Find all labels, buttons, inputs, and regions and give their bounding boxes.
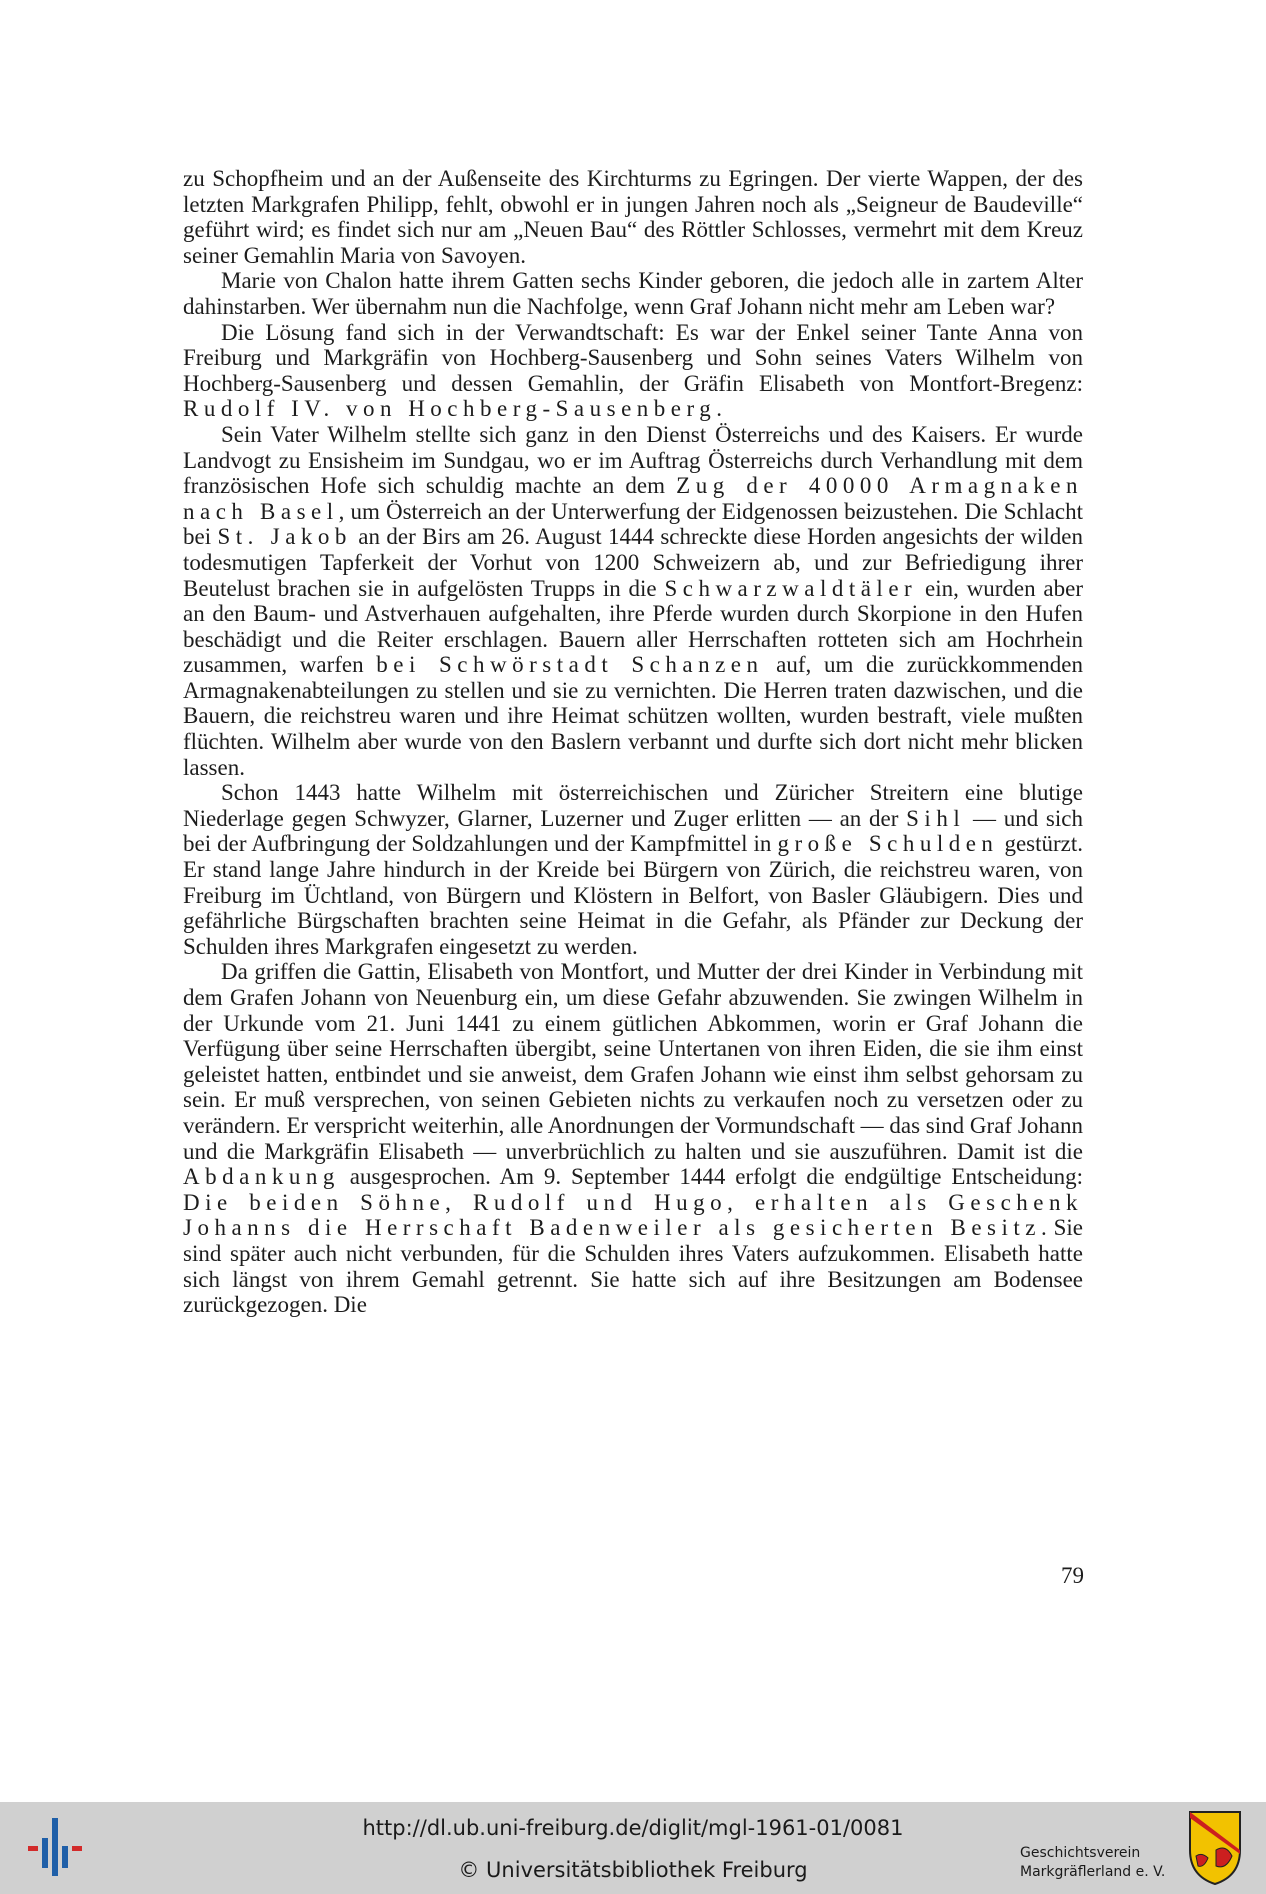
text-run: ein, wurden aber an den Baum- und Astverhauen aufgehalten, ihre Pferde wurden durch Skorpione in den Hufen beschädigt und die Reiter erschlagen. Bauern aller Herrschaften rotteten sich am Hochrhein zusammen, warfen <box>183 575 1084 678</box>
text-run: gestürzt. Er stand lange Jahre hindurch in der Kreide bei Bürgern von Zürich, die reichstreu waren, von Freiburg im Üchtland, von Bürgern und Klöstern in Belfort, von Basler Gläubigern. Dies und gefährliche Bürgschaften brachten seine Heimat in die Gefahr, als Pfänder zur Deckung der Schulden ihres Markgrafen eingesetzt zu werden. <box>183 831 1084 959</box>
text-run: , um Österreich an der Unterwerfung der Eidgenossen beizustehen. Die Schlacht bei <box>183 498 1083 550</box>
copyright-text: © Universitätsbibliothek Freiburg <box>458 1858 808 1882</box>
society-name-line1: Geschichtsverein <box>1020 1845 1141 1861</box>
text-run: . Sie sind später auch nicht verbunden, für die Schulden ihres Vaters aufzukommen. Elisabeth hatte sich längst von ihrem Gemahl getrennt. Sie hatte sich auf ihre Besitzungen am Bodensee zurückgezogen. Die <box>183 1215 1084 1318</box>
text-run: Sein Vater Wilhelm stellte sich ganz in den Dienst Österreichs und des Kaisers. Er wurde Landvogt zu Ensisheim im Sundgau, wo er im Auftrag Österreichs durch Verhandlung mit dem französischen Hofe sich schuldig machte an dem <box>183 421 1083 499</box>
spaced-emphasis: große Schulden <box>777 831 999 857</box>
paragraph <box>183 422 1083 780</box>
text-run: Da griffen die Gattin, Elisabeth von Montfort, und Mutter der drei Kinder in Verbindung mit dem Grafen Johann von Neuenburg ein, um diese Gefahr abzuwenden. Sie zwingen Wilhelm in der Urkunde vom 21. Juni 1441 zu einem gütlichen Abkommen, worin er Graf Johann die Verfügung über seine Herrschaften übergibt, seine Untertanen von ihren Eiden, die sie ihm einst geleistet hatten, entbindet und sie anweist, dem Grafen Johann wie einst ihm selbst gehorsam zu sein. Er muß versprechen, von seinen Gebieten nichts zu verkaufen noch zu versetzen oder zu verändern. Er verspricht weiterhin, alle Anordnungen der Vormundschaft — das sind Graf Johann und die Markgräfin Elisabeth — unverbrüchlich zu halten und sie auszuführen. Damit ist die <box>183 959 1083 1164</box>
text-run: . <box>716 396 722 422</box>
paragraph <box>183 780 1083 959</box>
text-run: — und sich bei der Aufbringung der Soldzahlungen und der Kampfmittel in <box>183 805 1083 857</box>
paragraph <box>183 268 1083 319</box>
society-name-line2: Markgräflerland e. V. <box>1020 1864 1166 1880</box>
society-crest-icon <box>1188 1810 1242 1886</box>
spaced-emphasis: bei Schwörstadt Schanzen <box>376 652 764 678</box>
paragraph <box>183 166 1083 268</box>
spaced-emphasis: Zug der 40000 Armagnaken nach Basel <box>183 473 1084 524</box>
spaced-emphasis: Die beiden Söhne, Rudolf und Hugo, erhalten als Geschenk Johanns die Herrschaft Badenweiler als gesicherten Besitz <box>183 1189 1083 1241</box>
page-number: 79 <box>1061 1563 1084 1588</box>
spaced-emphasis: Rudolf IV. von Hochberg-Sausenberg <box>183 396 717 422</box>
source-url-link[interactable]: http://dl.ub.uni-freiburg.de/diglit/mgl-1961-01/0081 <box>362 1816 904 1840</box>
footer-bar <box>0 1802 1266 1894</box>
spaced-emphasis: Abdankung <box>183 1164 340 1190</box>
text-run: Marie von Chalon hatte ihrem Gatten sechs Kinder geboren, die jedoch alle in zartem Alter dahinstarben. Wer übernahm nun die Nachfolge, wenn Graf Johann nicht mehr am Leben war? <box>183 268 1083 319</box>
paragraph <box>183 959 1083 1317</box>
page-body <box>183 166 1083 1318</box>
paragraph <box>183 320 1083 422</box>
text-run: auf, um die zurückkommenden Armagnakenabteilungen zu stellen und sie zu vernichten. Die Herren traten dazwischen, und die Bauern, die reichstreu waren und ihre Heimat schützen wollten, wurden bestraft, viele mußten flüchten. Wilhelm aber wurde von den Baslern verbannt und durfte sich dort nicht mehr blicken lassen. <box>183 652 1084 780</box>
society-name <box>1020 1844 1190 1882</box>
text-run: Die Lösung fand sich in der Verwandtschaft: Es war der Enkel seiner Tante Anna von Freiburg und Markgräfin von Hochberg-Sausenberg und Sohn seines Vaters Wilhelm von Hochberg-Sausenberg und dessen Gemahlin, der Gräfin Elisabeth von Montfort-Bregenz: <box>183 319 1083 396</box>
spaced-emphasis: St. Jakob <box>217 524 352 550</box>
text-run: zu Schopfheim und an der Außenseite des Kirchturms zu Egringen. Der vierte Wappen, der des letzten Markgrafen Philipp, fehlt, obwohl er in jungen Jahren noch als „Seigneur de Baudeville“ geführt wird; es findet sich nur am „Neuen Bau“ des Röttler Schlosses, vermehrt mit dem Kreuz seiner Gemahlin Maria von Savoyen. <box>183 166 1083 268</box>
text-run: an der Birs am 26. August 1444 schreckte diese Horden angesichts der wilden todesmutigen Tapferkeit der Vorhut von 1200 Schweizern ab, und zur Befriedigung ihrer Beutelust brachen sie in aufgelösten Trupps in die <box>183 524 1083 601</box>
spaced-emphasis: Schwarzwaldtäler <box>664 575 918 601</box>
text-run: ausgesprochen. Am 9. September 1444 erfolgt die endgültige Entscheidung: <box>339 1164 1083 1190</box>
text-run: Schon 1443 hatte Wilhelm mit österreichischen und Züricher Streitern eine blutige Niederlage gegen Schwyzer, Glarner, Luzerner und Zuger erlitten — an der <box>183 780 1083 831</box>
spaced-emphasis: Sihl <box>906 805 966 831</box>
